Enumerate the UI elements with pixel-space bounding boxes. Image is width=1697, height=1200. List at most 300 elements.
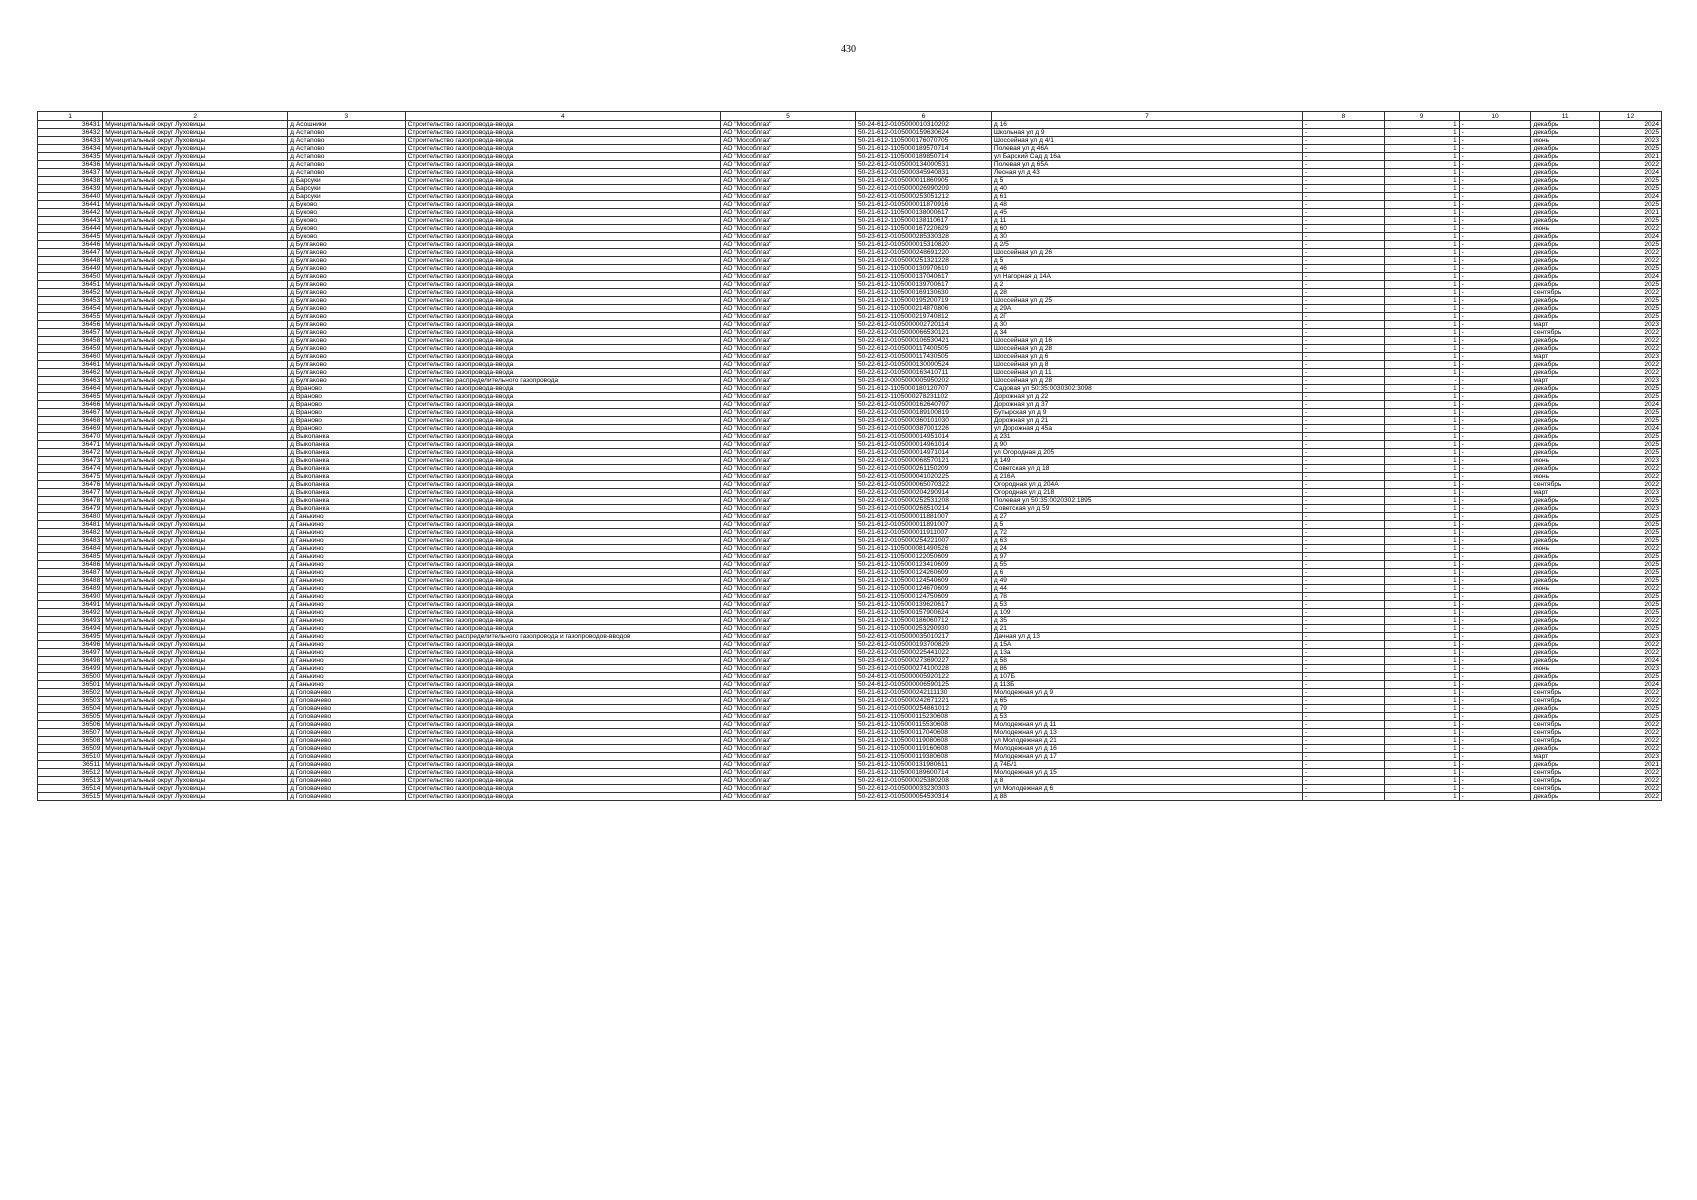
- column-8-cell: -: [1302, 729, 1384, 737]
- settlement-cell: д Булгаково: [288, 329, 405, 337]
- address-cell: д 113Б: [991, 681, 1302, 689]
- settlement-cell: д Булгаково: [288, 361, 405, 369]
- object-code-cell: 50-22-612-0105000068570121: [855, 457, 991, 465]
- month-cell: декабрь: [1531, 417, 1600, 425]
- row-number-cell: 36449: [38, 265, 103, 273]
- object-code-cell: 50-21-612-1105000139620617: [855, 601, 991, 609]
- month-cell: сентябрь: [1531, 721, 1600, 729]
- settlement-cell: д Ганькино: [288, 529, 405, 537]
- address-cell: д 65: [991, 697, 1302, 705]
- address-cell: Шоссейная ул д 8: [991, 361, 1302, 369]
- address-cell: д 6: [991, 569, 1302, 577]
- table-row: [38, 121, 1662, 129]
- table-row: [38, 713, 1662, 721]
- column-10-cell: -: [1459, 249, 1531, 257]
- month-cell: декабрь: [1531, 537, 1600, 545]
- municipality-cell: Муниципальный округ Луховицы: [103, 337, 288, 345]
- object-code-cell: 50-21-612-1105000189570714: [855, 145, 991, 153]
- month-cell: март: [1531, 377, 1600, 385]
- table-row: [38, 521, 1662, 529]
- work-type-cell: Строительство газопровода-ввода: [405, 681, 720, 689]
- table-row: [38, 497, 1662, 505]
- organization-cell: АО "Мособлгаз": [721, 145, 856, 153]
- settlement-cell: д Ганькино: [288, 553, 405, 561]
- column-10-cell: -: [1459, 777, 1531, 785]
- month-cell: декабрь: [1531, 265, 1600, 273]
- municipality-cell: Муниципальный округ Луховицы: [103, 377, 288, 385]
- settlement-cell: д Ганькино: [288, 681, 405, 689]
- row-number-cell: 36447: [38, 249, 103, 257]
- month-cell: декабрь: [1531, 185, 1600, 193]
- object-code-cell: 50-21-612-1105000157900624: [855, 609, 991, 617]
- address-cell: Советская ул д 59: [991, 505, 1302, 513]
- quantity-cell: 1: [1384, 505, 1459, 513]
- table-row: [38, 145, 1662, 153]
- object-code-cell: 50-21-612-1105000115530608: [855, 721, 991, 729]
- month-cell: декабрь: [1531, 553, 1600, 561]
- address-cell: д 16: [991, 121, 1302, 129]
- column-8-cell: -: [1302, 593, 1384, 601]
- work-type-cell: Строительство газопровода-ввода: [405, 625, 720, 633]
- column-number-row: [38, 112, 1662, 121]
- object-code-cell: 50-22-612-0105000130000524: [855, 361, 991, 369]
- organization-cell: АО "Мособлгаз": [721, 713, 856, 721]
- row-number-cell: 36442: [38, 209, 103, 217]
- settlement-cell: д Ганькино: [288, 673, 405, 681]
- column-header: 5: [721, 112, 856, 121]
- organization-cell: АО "Мособлгаз": [721, 705, 856, 713]
- row-number-cell: 36460: [38, 353, 103, 361]
- month-cell: декабрь: [1531, 745, 1600, 753]
- year-cell: 2022: [1599, 697, 1661, 705]
- settlement-cell: д Булгаково: [288, 345, 405, 353]
- table-row: [38, 137, 1662, 145]
- column-8-cell: -: [1302, 385, 1384, 393]
- address-cell: д 72: [991, 529, 1302, 537]
- work-type-cell: Строительство газопровода-ввода: [405, 497, 720, 505]
- organization-cell: АО "Мособлгаз": [721, 377, 856, 385]
- row-number-cell: 36503: [38, 697, 103, 705]
- table-row: [38, 537, 1662, 545]
- row-number-cell: 36478: [38, 497, 103, 505]
- organization-cell: АО "Мособлгаз": [721, 793, 856, 801]
- column-header: 6: [855, 112, 991, 121]
- municipality-cell: Муниципальный округ Луховицы: [103, 553, 288, 561]
- table-row: [38, 441, 1662, 449]
- column-10-cell: -: [1459, 385, 1531, 393]
- organization-cell: АО "Мособлгаз": [721, 161, 856, 169]
- work-type-cell: Строительство газопровода-ввода: [405, 369, 720, 377]
- work-type-cell: Строительство газопровода-ввода: [405, 233, 720, 241]
- work-type-cell: Строительство газопровода-ввода: [405, 769, 720, 777]
- organization-cell: АО "Мособлгаз": [721, 753, 856, 761]
- settlement-cell: д Головачево: [288, 793, 405, 801]
- organization-cell: АО "Мособлгаз": [721, 369, 856, 377]
- table-row: [38, 505, 1662, 513]
- column-8-cell: -: [1302, 721, 1384, 729]
- quantity-cell: 1: [1384, 321, 1459, 329]
- table-row: [38, 321, 1662, 329]
- municipality-cell: Муниципальный округ Луховицы: [103, 209, 288, 217]
- work-type-cell: Строительство газопровода-ввода: [405, 433, 720, 441]
- column-8-cell: -: [1302, 233, 1384, 241]
- work-type-cell: Строительство газопровода-ввода: [405, 513, 720, 521]
- organization-cell: АО "Мособлгаз": [721, 313, 856, 321]
- table-row: [38, 209, 1662, 217]
- work-type-cell: Строительство газопровода-ввода: [405, 425, 720, 433]
- quantity-cell: 1: [1384, 513, 1459, 521]
- quantity-cell: 1: [1384, 193, 1459, 201]
- table-row: [38, 401, 1662, 409]
- work-type-cell: Строительство газопровода-ввода: [405, 729, 720, 737]
- column-10-cell: -: [1459, 505, 1531, 513]
- organization-cell: АО "Мособлгаз": [721, 553, 856, 561]
- year-cell: 2022: [1599, 337, 1661, 345]
- settlement-cell: д Барсуки: [288, 185, 405, 193]
- work-type-cell: Строительство газопровода-ввода: [405, 601, 720, 609]
- year-cell: 2025: [1599, 705, 1661, 713]
- table-row: [38, 369, 1662, 377]
- column-10-cell: -: [1459, 489, 1531, 497]
- municipality-cell: Муниципальный округ Луховицы: [103, 689, 288, 697]
- year-cell: 2022: [1599, 785, 1661, 793]
- object-code-cell: 50-21-612-0105000011870916: [855, 201, 991, 209]
- year-cell: 2021: [1599, 209, 1661, 217]
- column-10-cell: -: [1459, 337, 1531, 345]
- settlement-cell: д Выкопанка: [288, 497, 405, 505]
- organization-cell: АО "Мособлгаз": [721, 393, 856, 401]
- month-cell: декабрь: [1531, 401, 1600, 409]
- address-cell: д 74Б/1: [991, 761, 1302, 769]
- address-cell: Шоссейная ул д 28: [991, 377, 1302, 385]
- column-8-cell: -: [1302, 529, 1384, 537]
- organization-cell: АО "Мособлгаз": [721, 401, 856, 409]
- organization-cell: АО "Мособлгаз": [721, 481, 856, 489]
- work-type-cell: Строительство газопровода-ввода: [405, 553, 720, 561]
- table-row: [38, 257, 1662, 265]
- column-8-cell: -: [1302, 201, 1384, 209]
- object-code-cell: 50-21-612-1105000119080608: [855, 737, 991, 745]
- month-cell: декабрь: [1531, 561, 1600, 569]
- object-code-cell: 50-23-612-0105000285330328: [855, 233, 991, 241]
- table-row: [38, 601, 1662, 609]
- address-cell: д 30: [991, 233, 1302, 241]
- column-8-cell: -: [1302, 497, 1384, 505]
- month-cell: декабрь: [1531, 705, 1600, 713]
- row-number-cell: 36492: [38, 609, 103, 617]
- settlement-cell: д Астапово: [288, 153, 405, 161]
- quantity-cell: 1: [1384, 617, 1459, 625]
- municipality-cell: Муниципальный округ Луховицы: [103, 313, 288, 321]
- column-8-cell: -: [1302, 449, 1384, 457]
- work-type-cell: Строительство газопровода-ввода: [405, 353, 720, 361]
- settlement-cell: д Ганькино: [288, 649, 405, 657]
- settlement-cell: д Ганькино: [288, 577, 405, 585]
- work-type-cell: Строительство газопровода-ввода: [405, 161, 720, 169]
- row-number-cell: 36438: [38, 177, 103, 185]
- table-row: [38, 177, 1662, 185]
- month-cell: сентябрь: [1531, 481, 1600, 489]
- month-cell: сентябрь: [1531, 329, 1600, 337]
- month-cell: декабрь: [1531, 193, 1600, 201]
- table-row: [38, 737, 1662, 745]
- month-cell: декабрь: [1531, 641, 1600, 649]
- work-type-cell: Строительство газопровода-ввода: [405, 185, 720, 193]
- row-number-cell: 36483: [38, 537, 103, 545]
- object-code-cell: 50-24-612-0105000010310202: [855, 121, 991, 129]
- month-cell: сентябрь: [1531, 729, 1600, 737]
- column-8-cell: -: [1302, 305, 1384, 313]
- month-cell: июнь: [1531, 545, 1600, 553]
- work-type-cell: Строительство газопровода-ввода: [405, 657, 720, 665]
- column-10-cell: -: [1459, 721, 1531, 729]
- quantity-cell: 1: [1384, 793, 1459, 801]
- column-10-cell: -: [1459, 313, 1531, 321]
- municipality-cell: Муниципальный округ Луховицы: [103, 201, 288, 209]
- row-number-cell: 36451: [38, 281, 103, 289]
- column-10-cell: -: [1459, 305, 1531, 313]
- year-cell: 2024: [1599, 657, 1661, 665]
- row-number-cell: 36510: [38, 753, 103, 761]
- organization-cell: АО "Мособлгаз": [721, 721, 856, 729]
- organization-cell: АО "Мособлгаз": [721, 545, 856, 553]
- municipality-cell: Муниципальный округ Луховицы: [103, 649, 288, 657]
- column-10-cell: -: [1459, 585, 1531, 593]
- year-cell: 2023: [1599, 457, 1661, 465]
- row-number-cell: 36432: [38, 129, 103, 137]
- quantity-cell: 1: [1384, 521, 1459, 529]
- column-10-cell: -: [1459, 233, 1531, 241]
- month-cell: декабрь: [1531, 593, 1600, 601]
- organization-cell: АО "Мособлгаз": [721, 625, 856, 633]
- settlement-cell: д Буково: [288, 201, 405, 209]
- work-type-cell: Строительство газопровода-ввода: [405, 505, 720, 513]
- work-type-cell: Строительство газопровода-ввода: [405, 385, 720, 393]
- column-8-cell: -: [1302, 585, 1384, 593]
- organization-cell: АО "Мособлгаз": [721, 585, 856, 593]
- work-type-cell: Строительство газопровода-ввода: [405, 345, 720, 353]
- column-8-cell: -: [1302, 161, 1384, 169]
- column-8-cell: -: [1302, 273, 1384, 281]
- organization-cell: АО "Мособлгаз": [721, 425, 856, 433]
- year-cell: 2022: [1599, 617, 1661, 625]
- column-10-cell: -: [1459, 145, 1531, 153]
- quantity-cell: 1: [1384, 785, 1459, 793]
- settlement-cell: д Враново: [288, 409, 405, 417]
- quantity-cell: 1: [1384, 393, 1459, 401]
- work-type-cell: Строительство газопровода-ввода: [405, 761, 720, 769]
- object-code-cell: 50-22-612-0105000261150209: [855, 465, 991, 473]
- year-cell: 2022: [1599, 225, 1661, 233]
- column-10-cell: -: [1459, 353, 1531, 361]
- row-number-cell: 36476: [38, 481, 103, 489]
- settlement-cell: д Ганькино: [288, 633, 405, 641]
- object-code-cell: 50-22-612-0105000225441022: [855, 649, 991, 657]
- table-row: [38, 465, 1662, 473]
- month-cell: декабрь: [1531, 657, 1600, 665]
- month-cell: декабрь: [1531, 505, 1600, 513]
- column-header: 4: [405, 112, 720, 121]
- work-type-cell: Строительство газопровода-ввода: [405, 289, 720, 297]
- work-type-cell: Строительство газопровода-ввода: [405, 401, 720, 409]
- object-code-cell: 50-22-612-0105000033230303: [855, 785, 991, 793]
- column-8-cell: -: [1302, 409, 1384, 417]
- quantity-cell: 1: [1384, 353, 1459, 361]
- table-row: [38, 265, 1662, 273]
- municipality-cell: Муниципальный округ Луховицы: [103, 329, 288, 337]
- address-cell: ул Барский Сад д 16а: [991, 153, 1302, 161]
- column-10-cell: -: [1459, 129, 1531, 137]
- year-cell: 2024: [1599, 233, 1661, 241]
- object-code-cell: 50-21-612-0105000254221007: [855, 537, 991, 545]
- column-10-cell: -: [1459, 713, 1531, 721]
- column-10-cell: -: [1459, 153, 1531, 161]
- year-cell: 2025: [1599, 497, 1661, 505]
- work-type-cell: Строительство газопровода-ввода: [405, 297, 720, 305]
- year-cell: 2024: [1599, 273, 1661, 281]
- organization-cell: АО "Мособлгаз": [721, 497, 856, 505]
- row-number-cell: 36431: [38, 121, 103, 129]
- object-code-cell: 50-22-612-0105000163410711: [855, 369, 991, 377]
- month-cell: декабрь: [1531, 577, 1600, 585]
- row-number-cell: 36453: [38, 297, 103, 305]
- column-10-cell: -: [1459, 449, 1531, 457]
- municipality-cell: Муниципальный округ Луховицы: [103, 729, 288, 737]
- object-code-cell: 50-22-612-0105000193700829: [855, 641, 991, 649]
- row-number-cell: 36491: [38, 601, 103, 609]
- organization-cell: АО "Мособлгаз": [721, 345, 856, 353]
- object-code-cell: 50-23-612-0105000268510214: [855, 505, 991, 513]
- organization-cell: АО "Мособлгаз": [721, 217, 856, 225]
- month-cell: декабрь: [1531, 249, 1600, 257]
- column-8-cell: -: [1302, 665, 1384, 673]
- year-cell: 2022: [1599, 641, 1661, 649]
- object-code-cell: 50-21-612-1105000278231102: [855, 393, 991, 401]
- row-number-cell: 36468: [38, 417, 103, 425]
- column-8-cell: -: [1302, 265, 1384, 273]
- municipality-cell: Муниципальный округ Луховицы: [103, 169, 288, 177]
- month-cell: декабрь: [1531, 257, 1600, 265]
- address-cell: Шоссейная ул д 25: [991, 297, 1302, 305]
- municipality-cell: Муниципальный округ Луховицы: [103, 513, 288, 521]
- address-cell: Дорожная ул д 37: [991, 401, 1302, 409]
- month-cell: декабрь: [1531, 233, 1600, 241]
- object-code-cell: 50-21-612-0105000251321228: [855, 257, 991, 265]
- organization-cell: АО "Мособлгаз": [721, 153, 856, 161]
- settlement-cell: д Булгаково: [288, 353, 405, 361]
- object-code-cell: 50-21-612-1105000189850714: [855, 153, 991, 161]
- year-cell: 2025: [1599, 217, 1661, 225]
- row-number-cell: 36488: [38, 577, 103, 585]
- month-cell: июнь: [1531, 473, 1600, 481]
- settlement-cell: д Ганькино: [288, 521, 405, 529]
- year-cell: 2025: [1599, 577, 1661, 585]
- address-cell: д 34: [991, 329, 1302, 337]
- object-code-cell: 50-23-612-0105000387001226: [855, 425, 991, 433]
- organization-cell: АО "Мособлгаз": [721, 561, 856, 569]
- settlement-cell: д Головачево: [288, 777, 405, 785]
- organization-cell: АО "Мособлгаз": [721, 665, 856, 673]
- column-8-cell: -: [1302, 617, 1384, 625]
- municipality-cell: Муниципальный округ Луховицы: [103, 361, 288, 369]
- work-type-cell: Строительство газопровода-ввода: [405, 521, 720, 529]
- table-row: [38, 761, 1662, 769]
- quantity-cell: 1: [1384, 553, 1459, 561]
- organization-cell: АО "Мособлгаз": [721, 673, 856, 681]
- address-cell: Шоссейная ул д 4/1: [991, 137, 1302, 145]
- object-code-cell: 50-23-612-0105000345940831: [855, 169, 991, 177]
- year-cell: 2025: [1599, 145, 1661, 153]
- municipality-cell: Муниципальный округ Луховицы: [103, 249, 288, 257]
- municipality-cell: Муниципальный округ Луховицы: [103, 281, 288, 289]
- organization-cell: АО "Мособлгаз": [721, 489, 856, 497]
- address-cell: ул Молодежная д 21: [991, 737, 1302, 745]
- organization-cell: АО "Мособлгаз": [721, 257, 856, 265]
- object-code-cell: 50-22-612-0105000162640707: [855, 401, 991, 409]
- work-type-cell: Строительство газопровода-ввода: [405, 265, 720, 273]
- work-type-cell: Строительство газопровода-ввода: [405, 617, 720, 625]
- quantity-cell: 1: [1384, 417, 1459, 425]
- work-type-cell: Строительство газопровода-ввода: [405, 321, 720, 329]
- row-number-cell: 36433: [38, 137, 103, 145]
- column-10-cell: -: [1459, 697, 1531, 705]
- organization-cell: АО "Мособлгаз": [721, 697, 856, 705]
- month-cell: декабрь: [1531, 409, 1600, 417]
- row-number-cell: 36484: [38, 545, 103, 553]
- table-row: [38, 377, 1662, 385]
- object-code-cell: 50-21-612-1105000115230608: [855, 713, 991, 721]
- table-row: [38, 393, 1662, 401]
- quantity-cell: 1: [1384, 753, 1459, 761]
- month-cell: сентябрь: [1531, 689, 1600, 697]
- quantity-cell: 1: [1384, 569, 1459, 577]
- organization-cell: АО "Мособлгаз": [721, 265, 856, 273]
- work-type-cell: Строительство газопровода-ввода: [405, 777, 720, 785]
- row-number-cell: 36508: [38, 737, 103, 745]
- year-cell: 2025: [1599, 201, 1661, 209]
- table-row: [38, 193, 1662, 201]
- column-8-cell: -: [1302, 249, 1384, 257]
- settlement-cell: д Головачево: [288, 761, 405, 769]
- column-8-cell: -: [1302, 625, 1384, 633]
- settlement-cell: д Головачево: [288, 745, 405, 753]
- year-cell: 2024: [1599, 193, 1661, 201]
- column-8-cell: -: [1302, 241, 1384, 249]
- quantity-cell: 1: [1384, 641, 1459, 649]
- column-8-cell: -: [1302, 569, 1384, 577]
- settlement-cell: д Выкопанка: [288, 481, 405, 489]
- column-8-cell: -: [1302, 705, 1384, 713]
- address-cell: д 40: [991, 185, 1302, 193]
- month-cell: сентябрь: [1531, 289, 1600, 297]
- row-number-cell: 36500: [38, 673, 103, 681]
- work-type-cell: Строительство газопровода-ввода: [405, 481, 720, 489]
- table-row: [38, 353, 1662, 361]
- organization-cell: АО "Мособлгаз": [721, 417, 856, 425]
- column-8-cell: -: [1302, 601, 1384, 609]
- column-8-cell: -: [1302, 417, 1384, 425]
- table-row: [38, 777, 1662, 785]
- quantity-cell: 1: [1384, 585, 1459, 593]
- year-cell: 2025: [1599, 417, 1661, 425]
- municipality-cell: Муниципальный округ Луховицы: [103, 593, 288, 601]
- year-cell: 2022: [1599, 289, 1661, 297]
- row-number-cell: 36481: [38, 521, 103, 529]
- municipality-cell: Муниципальный округ Луховицы: [103, 129, 288, 137]
- municipality-cell: Муниципальный округ Луховицы: [103, 641, 288, 649]
- month-cell: декабрь: [1531, 273, 1600, 281]
- municipality-cell: Муниципальный округ Луховицы: [103, 401, 288, 409]
